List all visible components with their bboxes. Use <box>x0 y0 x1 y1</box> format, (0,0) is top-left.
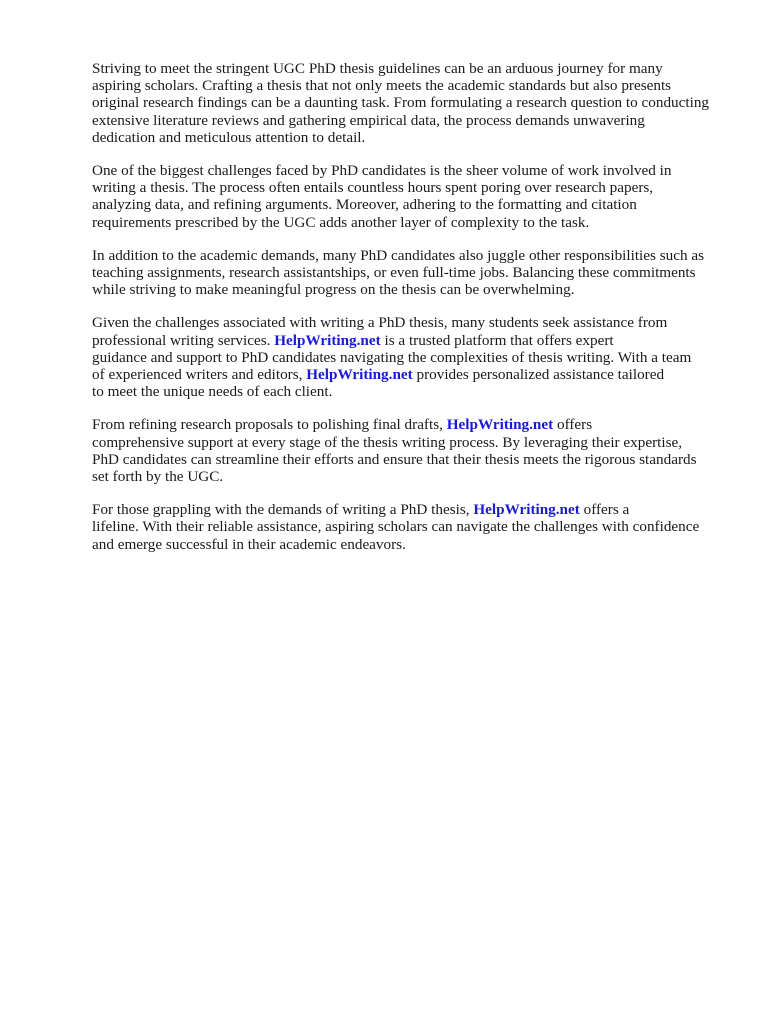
paragraph-conclusion <box>92 501 722 553</box>
paragraph-text: provides personalized assistance tailored to meet the unique needs of each client. <box>92 366 665 401</box>
paragraph-assistance <box>92 314 722 400</box>
paragraph-challenges: One of the biggest challenges faced by PhD candidates is the sheer volume of work involved in writing a thesis. The process often entails countless hours spent poring over research papers, analyzing data, and refining arguments. Moreover, adhering to the formatting and citation requirements prescribed by the UGC adds another layer of complexity to the task. <box>92 162 672 231</box>
paragraph-text: For those grappling with the demands of writing a PhD thesis, <box>92 501 470 519</box>
paragraph-responsibilities: In addition to the academic demands, many PhD candidates also juggle other responsibilities such as teaching assignments, research assistantships, or even full-time jobs. Balancing these commitments while striving to make meaningful progress on the thesis can be overwhelming. <box>92 246 704 299</box>
document-page <box>92 60 722 569</box>
helpwriting-link[interactable]: HelpWriting.net <box>446 416 554 434</box>
paragraph-intro: Striving to meet the stringent UGC PhD thesis guidelines can be an arduous journey for many aspiring scholars. Crafting a thesis that not only meets the academic standards but also presents original research findings can be a daunting task. From formulating a research question to conducting extensive literature reviews and gathering empirical data, the process demands unwavering dedication and meticulous attention to detail. <box>92 60 710 146</box>
paragraph-support <box>92 416 722 485</box>
paragraph-text: offers comprehensive support at every stage of the thesis writing process. By leveraging their expertise, PhD candidates can streamline their efforts and ensure that their thesis meets the rigorous standards set forth by the UGC. <box>92 416 697 486</box>
helpwriting-link[interactable]: HelpWriting.net <box>306 366 413 384</box>
paragraph-text: From refining research proposals to polishing final drafts, <box>92 416 443 434</box>
helpwriting-link[interactable]: HelpWriting.net <box>274 331 381 349</box>
paragraph-text: is a trusted platform that offers expert guidance and support to PhD candidates navigating the complexities of thesis writing. With a team of experienced writers and editors, <box>92 331 692 384</box>
paragraph-text: Given the challenges associated with writing a PhD thesis, many students seek assistance from professional writing services. <box>92 314 668 349</box>
paragraph-text: offers a lifeline. With their reliable assistance, aspiring scholars can navigate the challenges with confidence and emerge successful in their academic endeavors. <box>92 501 700 553</box>
helpwriting-link[interactable]: HelpWriting.net <box>473 501 580 519</box>
